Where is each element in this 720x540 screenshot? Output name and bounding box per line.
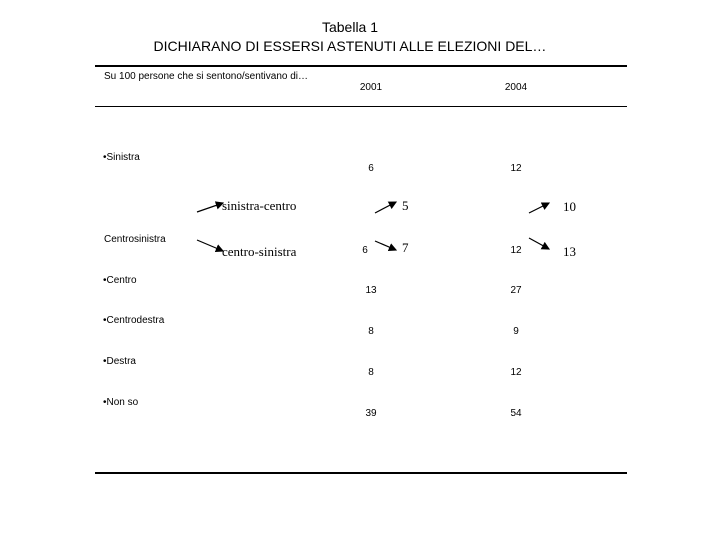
header-col-2001: 2001: [359, 82, 383, 93]
sub-label-centro-sinistra: centro-sinistra: [222, 244, 297, 259]
table-title: Tabella 1: [321, 19, 379, 35]
arrow-icon: [529, 203, 549, 213]
arrow-icon: [529, 238, 549, 249]
cell-centro-2004: 27: [510, 285, 522, 296]
cell-non-so-2001: 39: [365, 408, 377, 419]
cell-centro-sinistra-2004: 13: [563, 244, 576, 259]
cell-non-so-2004: 54: [510, 408, 522, 419]
row-label-non-so: •Non so: [103, 397, 139, 408]
arrow-icon: [197, 240, 223, 251]
table-subtitle: DICHIARANO DI ESSERSI ASTENUTI ALLE ELEZIONI DEL…: [153, 38, 547, 54]
header-row-label: Su 100 persone che si sentono/sentivano di…: [104, 71, 309, 82]
arrow-icon: [375, 241, 396, 250]
cell-centrosinistra-2004: 12: [510, 245, 522, 256]
arrow-icon: [197, 203, 223, 212]
bottom-rule: [95, 472, 627, 474]
cell-destra-2004: 12: [510, 367, 522, 378]
sub-label-sinistra-centro: sinistra-centro: [222, 198, 297, 213]
cell-destra-2001: 8: [368, 367, 374, 378]
row-label-sinistra: •Sinistra: [103, 152, 140, 163]
header-col-2004: 2004: [504, 82, 528, 93]
row-label-centro: •Centro: [103, 275, 137, 286]
cell-centrosinistra-2001: 6: [362, 245, 368, 256]
cell-centrodestra-2001: 8: [368, 326, 374, 337]
row-label-centrosinistra: Centrosinistra: [104, 234, 166, 245]
cell-sinistra-centro-2001: 5: [402, 198, 409, 213]
cell-sinistra-2001: 6: [368, 163, 374, 174]
row-label-centrodestra: •Centrodestra: [103, 315, 165, 326]
cell-sinistra-2004: 12: [510, 163, 522, 174]
cell-centrodestra-2004: 9: [513, 326, 519, 337]
cell-centro-2001: 13: [365, 285, 377, 296]
arrow-icon: [375, 202, 396, 213]
cell-centro-sinistra-2001: 7: [402, 240, 409, 255]
cell-sinistra-centro-2004: 10: [563, 199, 576, 214]
row-label-destra: •Destra: [103, 356, 136, 367]
